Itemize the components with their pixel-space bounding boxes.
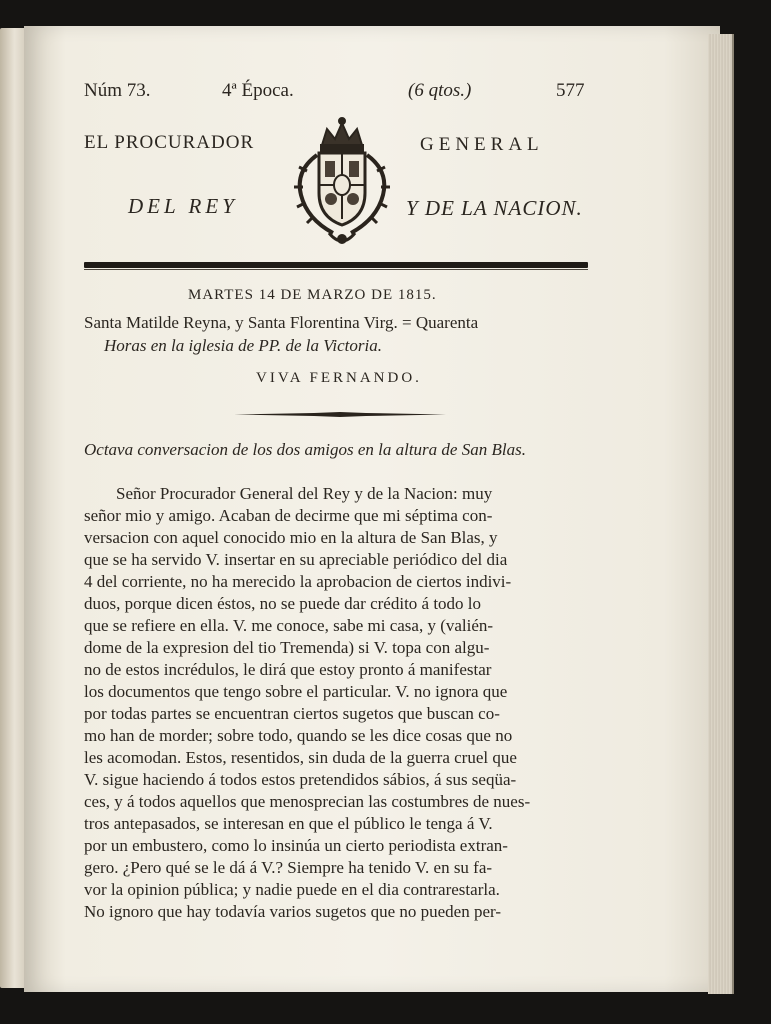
ornamental-rule	[234, 412, 446, 417]
dateline: MARTES 14 DE MARZO DE 1815.	[188, 287, 437, 303]
masthead-right-1: GENERAL	[420, 134, 544, 155]
masthead-rule-thick	[84, 262, 588, 268]
article-line: versacion con aquel conocido mio en la altura de San Blas, y	[84, 528, 498, 547]
article-line: los documentos que tengo sobre el particular. V. no ignora que	[84, 682, 508, 701]
article-line: 4 del corriente, no ha merecido la aprobacion de ciertos indivi-	[84, 572, 512, 591]
masthead-rule-thin	[84, 269, 588, 270]
issue-number: Núm 73.	[84, 80, 151, 101]
royal-coat-of-arms-icon	[289, 115, 395, 249]
facing-page-edge	[0, 28, 24, 988]
article-line: dome de la expresion del tio Tremenda) si V. topa con algu-	[84, 638, 490, 657]
article-line: No ignoro que hay todavía varios sugetos que no pueden per-	[84, 902, 501, 921]
article-line: señor mio y amigo. Acaban de decirme que mi séptima con-	[84, 506, 493, 525]
article-line: gero. ¿Pero qué se le dá á V.? Siempre ha tenido V. en su fa-	[84, 858, 493, 877]
motto: VIVA FERNANDO.	[256, 370, 422, 386]
article-line: duos, porque dicen éstos, no se puede dar crédito á todo lo	[84, 594, 482, 613]
article-line: Señor Procurador General del Rey y de la Nacion: muy	[116, 484, 493, 503]
article-line: mo han de morder; sobre todo, quando se les dice cosas que no	[84, 726, 513, 745]
article-line: no de estos incrédulos, le dirá que estoy pronto á manifestar	[84, 660, 492, 679]
article-line: que se refiere en ella. V. me conoce, sabe mi casa, y (valién-	[84, 616, 494, 635]
epoch-label: 4ª Época.	[222, 80, 294, 101]
article-line: tros antepasados, se interesan en que el público le tenga á V.	[84, 814, 493, 833]
masthead-left-2: DEL REY	[128, 194, 238, 218]
price-label: (6 qtos.)	[408, 80, 472, 101]
article-line: que se ha servido V. insertar en su apreciable periódico del dia	[84, 550, 508, 569]
article-title: Octava conversacion de los dos amigos en la altura de San Blas.	[84, 440, 526, 459]
masthead-right-2: Y DE LA NACION.	[406, 196, 583, 220]
page-number: 577	[556, 80, 585, 101]
article-line: V. sigue haciendo á todos estos pretendidos sábios, á sus seqüa-	[84, 770, 517, 789]
article-line: por todas partes se encuentran ciertos sugetos que buscan co-	[84, 704, 500, 723]
article-line: vor la opinion pública; y nadie puede en el dia contrarestarla.	[84, 880, 500, 899]
masthead-left-1: EL PROCURADOR	[84, 132, 255, 153]
page-stack-edge	[708, 34, 734, 994]
saints-line-2: Horas en la iglesia de PP. de la Victoria.	[104, 336, 382, 355]
article-line: ces, y á todos aquellos que menosprecian las costumbres de nues-	[84, 792, 531, 811]
saints-line-1: Santa Matilde Reyna, y Santa Florentina Virg. = Quarenta	[84, 313, 479, 332]
article-line: les acomodan. Estos, resentidos, sin duda de la guerra cruel que	[84, 748, 517, 767]
article-line: por un embustero, como lo insinúa un cierto periodista extran-	[84, 836, 508, 855]
